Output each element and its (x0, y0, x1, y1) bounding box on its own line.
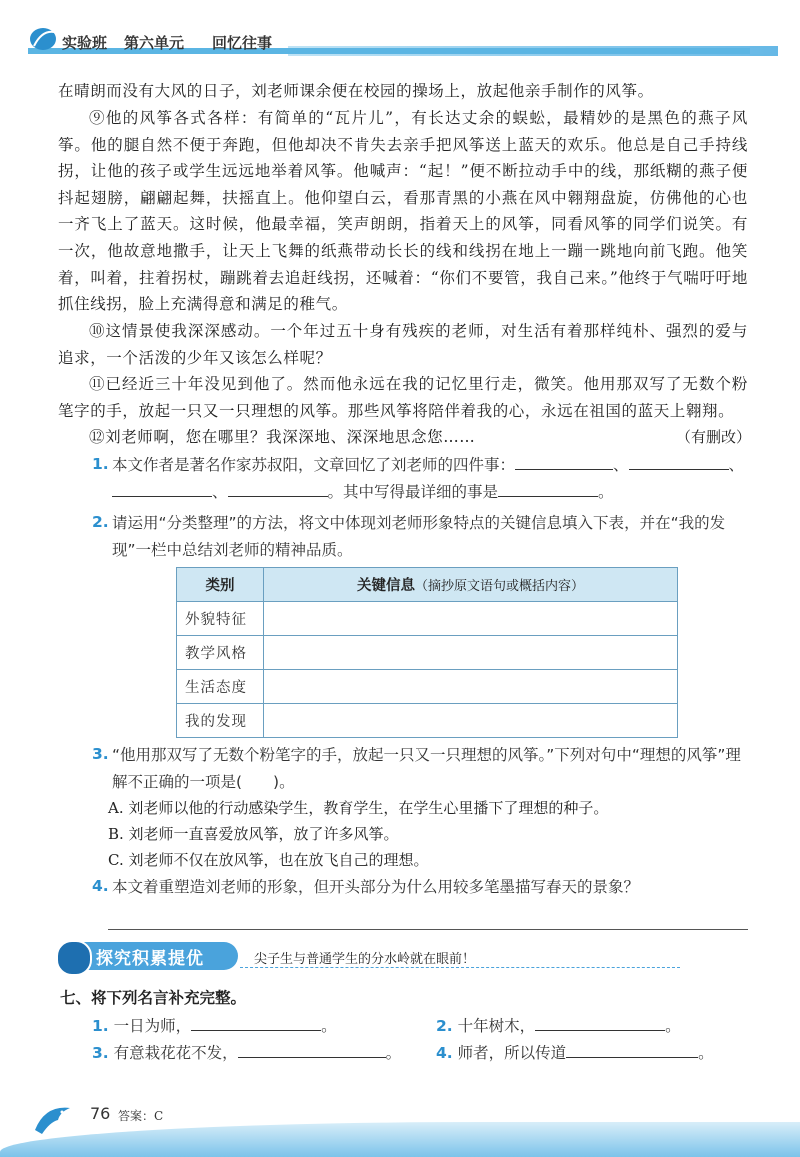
separator: 、 (613, 456, 629, 474)
q7-item-number: 1. (92, 1017, 109, 1035)
table-header-category: 类别 (177, 568, 264, 602)
wave-icon (56, 940, 92, 976)
table-row-label: 教学风格 (177, 636, 264, 670)
option-a[interactable]: A. 刘老师以他的行动感染学生，教育学生，在学生心里播下了理想的种子。 (108, 799, 609, 817)
table-row (177, 670, 678, 704)
passage-paragraph-12: ⑫刘老师啊，您在哪里？我深深地、深深地思念您…… (89, 428, 476, 446)
section-title: 探究积累提优 (96, 949, 204, 969)
section-banner (60, 940, 750, 976)
dolphin-icon (30, 1100, 80, 1140)
q7-item-text: 十年树木， (457, 1017, 536, 1035)
source-note: （有删改） (676, 428, 752, 446)
page-footer (0, 1100, 800, 1157)
table-row (177, 636, 678, 670)
answer-blank[interactable] (515, 453, 613, 470)
answer-blank[interactable] (191, 1014, 321, 1031)
period: 。 (698, 1044, 714, 1062)
option-b[interactable]: B. 刘老师一直喜爱放风筝，放了许多风筝。 (108, 825, 399, 843)
table-answer-cell[interactable] (264, 602, 678, 636)
table-row (177, 704, 678, 738)
q7-item-2 (436, 1014, 681, 1036)
question-2-text: 请运用“分类整理”的方法，将文中体现刘老师形象特点的关键信息填入下表，并在“我的发现”一栏中总结刘老师的精神品质。 (112, 514, 726, 559)
table-header-info-label: 关键信息 (356, 578, 415, 594)
answer-blank[interactable] (112, 480, 212, 497)
passage-paragraph-10: ⑩这情景使我深深感动。一个年过五十身有残疾的老师，对生活有着那样纯朴、强烈的爱与追求，一个活泼的少年又该怎么样呢？ (58, 322, 748, 367)
answer-blank[interactable] (629, 453, 729, 470)
question-1-number: 1. (92, 455, 109, 473)
table-answer-cell[interactable] (264, 704, 678, 738)
table-header-info (264, 568, 678, 602)
table-answer-cell[interactable] (264, 670, 678, 704)
q7-item-number: 3. (92, 1044, 109, 1062)
period: 。 (598, 483, 614, 501)
question-4-text: 本文着重塑造刘老师的形象，但开头部分为什么用较多笔墨描写春天的景象？ (112, 878, 640, 896)
answer-blank[interactable] (535, 1014, 665, 1031)
answer-blank[interactable] (498, 480, 598, 497)
passage-paragraph-9: ⑨他的风筝各式各样：有简单的“瓦片儿”，有长达丈余的蜈蚣，最精妙的是黑色的燕子风筝。他的腿自然不便于奔跑，但他却决不肯失去亲手把风筝送上蓝天的欢乐。他总是自己手持线拐，让他的孩子或学生远远地举着风筝。他喊声：“起！”便不断拉动手中的线，那纸糊的燕子便抖起翅膀，翩翩起舞，扶摇直上。他仰望白云，看那青黑的小燕在风中翱翔盘旋，仿佛他的心也一齐飞上了蓝天。这时候，他最幸福，笑声朗朗，指着天上的风筝，同看风筝的同学们说笑。有一次，他故意地撒手，让天上飞舞的纸燕带动长长的线和线拐在地上一蹦一跳地向前飞跑。他笑着，叫着，拄着拐杖，蹦跳着去追赶线拐，还喊着：“你们不要管，我自己来。”他终于气喘吁吁地抓住线拐，脸上充满得意和满足的稚气。 (58, 109, 748, 314)
question-1-text-2: 。其中写得最详细的事是 (327, 483, 499, 501)
question-4-number: 4. (92, 877, 109, 895)
period: 。 (665, 1017, 681, 1035)
q7-item-1 (92, 1014, 337, 1036)
section-underline (240, 967, 680, 968)
answer-line[interactable] (108, 929, 748, 930)
separator: 、 (212, 483, 228, 501)
question-1-text: 本文作者是著名作家苏叔阳，文章回忆了刘老师的四件事： (112, 456, 516, 474)
table-header-info-note: （摘抄原文语句或概括内容） (414, 579, 584, 594)
page-header (28, 26, 778, 60)
period: 。 (321, 1017, 337, 1035)
separator: 、 (728, 456, 745, 474)
table-row-label: 外貌特征 (177, 602, 264, 636)
question-3-number: 3. (92, 745, 109, 763)
section-tagline: 尖子生与普通学生的分水岭就在眼前！ (254, 952, 476, 967)
info-table (176, 567, 678, 738)
table-answer-cell[interactable] (264, 636, 678, 670)
page-number: 76 (90, 1104, 111, 1123)
q7-item-text: 师者，所以传道 (457, 1044, 567, 1062)
q7-item-text: 有意栽花花不发， (113, 1044, 238, 1062)
option-c[interactable]: C. 刘老师不仅在放风筝，也在放飞自己的理想。 (108, 851, 429, 869)
q7-item-4 (436, 1041, 714, 1063)
answer-blank[interactable] (238, 1041, 386, 1058)
header-label-topic: 回忆往事 (212, 34, 273, 52)
table-row (177, 602, 678, 636)
q7-heading: 七、将下列名言补充完整。 (60, 989, 247, 1007)
q7-item-3 (92, 1041, 401, 1063)
header-label-class: 实验班 (62, 34, 108, 52)
period: 。 (385, 1044, 402, 1062)
q7-item-number: 4. (436, 1044, 453, 1062)
header-label-unit: 第六单元 (124, 34, 185, 52)
q7-item-text: 一日为师， (113, 1017, 192, 1035)
leaf-logo-icon (28, 26, 58, 52)
table-header-row (177, 568, 678, 602)
question-3-text: “他用那双写了无数个粉笔字的手，放起一只又一只理想的风筝。”下列对句中“理想的风筝”理解不正确的一项是( )。 (112, 746, 741, 791)
table-row-label: 我的发现 (177, 704, 264, 738)
table-row-label: 生活态度 (177, 670, 264, 704)
question-2-number: 2. (92, 513, 109, 531)
answer-blank[interactable] (228, 480, 328, 497)
q7-item-number: 2. (436, 1017, 453, 1035)
answer-blank[interactable] (566, 1041, 698, 1058)
question-1 (112, 452, 752, 506)
passage-line-0: 在晴朗而没有大风的日子，刘老师课余便在校园的操场上，放起他亲手制作的风筝。 (58, 82, 654, 100)
answer-key: 答案：C (118, 1109, 164, 1123)
footer-wave (0, 1122, 800, 1157)
passage-paragraph-11: ⑪已经近三十年没见到他了。然而他永远在我的记忆里行走，微笑。他用那双写了无数个粉笔字的手，放起一只又一只理想的风筝。那些风筝将陪伴着我的心，永远在祖国的蓝天上翱翔。 (58, 375, 748, 420)
